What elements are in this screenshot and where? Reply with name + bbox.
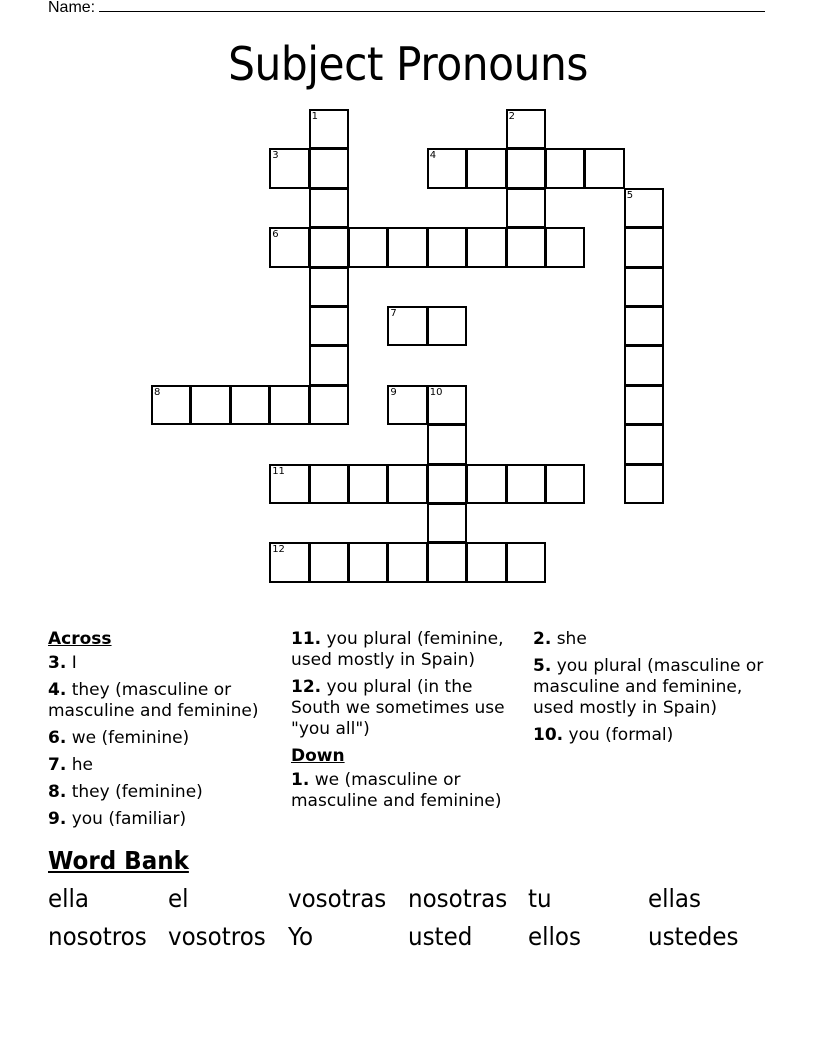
clue-number: 12 [272, 544, 285, 556]
clue-across-8: 8. they (feminine) [48, 782, 203, 802]
crossword-cell[interactable] [309, 109, 349, 149]
crossword-cell[interactable] [624, 267, 664, 307]
crossword-cell[interactable] [269, 227, 309, 267]
word-bank-word: ella [48, 884, 90, 913]
crossword-cell[interactable] [309, 148, 349, 188]
crossword-cell[interactable] [624, 345, 664, 385]
crossword-cell[interactable] [309, 345, 349, 385]
clue-number: 11 [272, 465, 285, 477]
crossword-cell[interactable] [466, 148, 506, 188]
crossword-cell[interactable] [387, 306, 427, 346]
crossword-cell[interactable] [624, 188, 664, 228]
crossword-cell[interactable] [269, 385, 309, 425]
word-bank-word: vosotras [288, 884, 387, 913]
crossword-cell[interactable] [151, 385, 191, 425]
crossword-cell[interactable] [309, 464, 349, 504]
clue-number: 9 [390, 386, 397, 398]
word-bank-word: nosotros [48, 922, 147, 951]
crossword-cell[interactable] [387, 385, 427, 425]
crossword-cell[interactable] [506, 109, 546, 149]
crossword-cell[interactable] [624, 424, 664, 464]
page-title: Subject Pronouns [228, 37, 588, 91]
crossword-cell[interactable] [506, 542, 546, 582]
crossword-cell[interactable] [506, 148, 546, 188]
clue-across-9: 9. you (familiar) [48, 809, 187, 829]
crossword-cell[interactable] [624, 227, 664, 267]
clues-column-2 [291, 629, 523, 818]
crossword-cell[interactable] [506, 188, 546, 228]
crossword-cell[interactable] [190, 385, 230, 425]
crossword-cell[interactable] [427, 227, 467, 267]
crossword-cell[interactable] [309, 542, 349, 582]
crossword-cell[interactable] [506, 464, 546, 504]
crossword-cell[interactable] [427, 464, 467, 504]
crossword-cell[interactable] [309, 306, 349, 346]
clue-down-2: 2. she [533, 629, 587, 649]
crossword-cell[interactable] [624, 385, 664, 425]
word-bank-word: el [168, 884, 189, 913]
crossword-cell[interactable] [545, 464, 585, 504]
word-bank-row-1 [48, 884, 768, 913]
clue-across-4: 4. they (masculine or masculine and feminine) [48, 680, 259, 721]
crossword-cell[interactable] [506, 227, 546, 267]
crossword-cell[interactable] [584, 148, 624, 188]
crossword-cell[interactable] [545, 148, 585, 188]
crossword-cell[interactable] [269, 542, 309, 582]
clues-column-1 [48, 629, 284, 836]
word-bank-word: ellas [648, 884, 702, 913]
down-heading: Down [291, 746, 345, 766]
crossword-cell[interactable] [309, 267, 349, 307]
word-bank-word: nosotras [408, 884, 508, 913]
crossword-cell[interactable] [624, 306, 664, 346]
crossword-cell[interactable] [269, 464, 309, 504]
across-heading: Across [48, 629, 112, 649]
clue-number: 7 [390, 308, 397, 319]
clue-number: 1 [311, 111, 318, 122]
clue-number: 6 [272, 229, 279, 241]
clue-down-5: 5. you plural (masculine or masculine and feminine, used mostly in Spain) [533, 656, 764, 718]
word-bank-word: vosotros [168, 922, 266, 951]
crossword-cell[interactable] [427, 542, 467, 582]
crossword-cell[interactable] [309, 227, 349, 267]
word-bank-word: Yo [288, 922, 314, 951]
crossword-cell[interactable] [269, 148, 309, 188]
word-bank-word: ustedes [648, 922, 739, 951]
crossword-cell[interactable] [466, 464, 506, 504]
crossword-cell[interactable] [387, 227, 427, 267]
word-bank-word: usted [408, 922, 473, 951]
name-label: Name: [48, 0, 96, 16]
crossword-cell[interactable] [466, 227, 506, 267]
clue-number: 5 [626, 189, 634, 201]
clue-number: 10 [429, 386, 443, 398]
crossword-cell[interactable] [466, 542, 506, 582]
clue-number: 3 [272, 150, 279, 162]
word-bank-word: tu [528, 884, 552, 913]
crossword-cell[interactable] [348, 542, 388, 582]
clue-number: 8 [154, 386, 161, 398]
word-bank-word: ellos [528, 922, 581, 951]
clue-down-10: 10. you (formal) [533, 725, 674, 745]
crossword-cell[interactable] [309, 188, 349, 228]
clue-across-6: 6. we (feminine) [48, 728, 190, 748]
clue-across-7: 7. he [48, 755, 93, 775]
crossword-cell[interactable] [427, 148, 467, 188]
crossword-cell[interactable] [545, 227, 585, 267]
crossword-cell[interactable] [348, 464, 388, 504]
crossword-cell[interactable] [387, 542, 427, 582]
clue-number: 2 [508, 111, 515, 122]
crossword-cell[interactable] [427, 503, 467, 543]
clue-number: 4 [429, 150, 437, 162]
crossword-cell[interactable] [230, 385, 270, 425]
crossword-cell[interactable] [624, 464, 664, 504]
crossword-cell[interactable] [309, 385, 349, 425]
word-bank-row-2 [48, 922, 768, 951]
crossword-cell[interactable] [427, 385, 467, 425]
clue-across-3: 3. I [48, 653, 77, 673]
clue-across-11: 11. you plural (feminine, used mostly in Spain) [291, 629, 504, 670]
clues-column-3 [533, 629, 773, 752]
word-bank-title: Word Bank [48, 846, 189, 875]
crossword-cell[interactable] [387, 464, 427, 504]
clue-down-1: 1. we (masculine or masculine and feminine) [291, 770, 502, 811]
crossword-cell[interactable] [427, 424, 467, 464]
crossword-cell[interactable] [348, 227, 388, 267]
clue-across-12: 12. you plural (in the South we sometimes use "you all") [291, 677, 505, 739]
crossword-cell[interactable] [427, 306, 467, 346]
